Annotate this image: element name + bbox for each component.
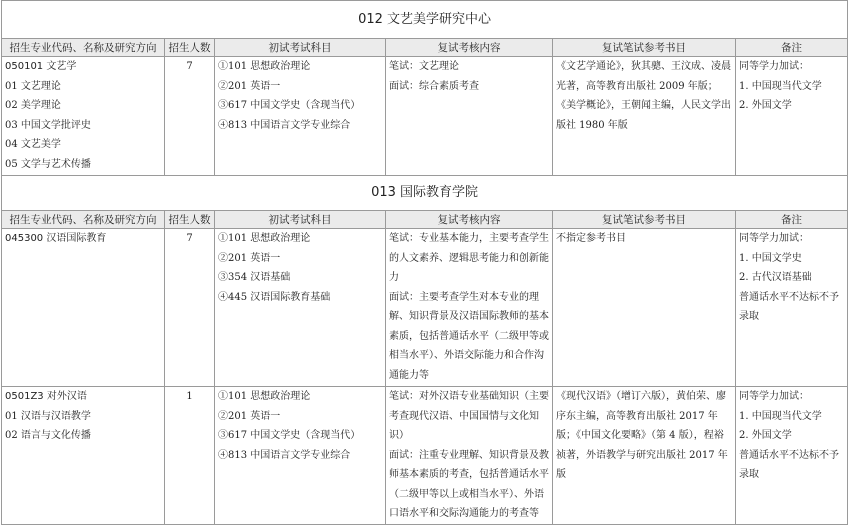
header-row — [2, 39, 848, 57]
research-direction: 01 汉语与汉语教学 — [5, 410, 91, 422]
exam-subjects-cell — [215, 229, 386, 387]
retest-content-cell — [386, 229, 553, 387]
header-notes: 备注 — [736, 39, 848, 57]
header-count: 招生人数 — [165, 39, 215, 57]
notes-cell — [736, 387, 848, 525]
research-direction: 01 文艺理论 — [5, 80, 61, 92]
exam-subject: ③617 中国文学史（含现当代） — [218, 430, 361, 441]
enrollment-count: 1 — [165, 387, 215, 525]
retest-item: 笔试：专业基本能力，主要考查学生的人文素养、逻辑思考能力和创新能力 — [389, 233, 549, 283]
header-books: 复试笔试参考书目 — [553, 39, 736, 57]
note-line: 1. 中国现当代文学 — [739, 80, 822, 92]
program-cell — [2, 387, 165, 525]
retest-content-cell — [386, 387, 553, 525]
enrollment-count: 7 — [165, 57, 215, 176]
exam-subjects-cell — [215, 387, 386, 525]
note-line: 同等学力加试： — [739, 61, 809, 72]
header-books: 复试笔试参考书目 — [553, 211, 736, 229]
header-exams: 初试考试科目 — [215, 211, 386, 229]
exam-subject: ②201 英语一 — [218, 410, 281, 422]
retest-item: 笔试：对外汉语专业基础知识（主要考查现代汉语、中国国情与文化知识） — [389, 391, 549, 441]
program-code-name: 050101 文艺学 — [5, 61, 77, 72]
exam-subject: ②201 英语一 — [218, 252, 281, 264]
program-cell — [2, 57, 165, 176]
exam-subject: ①101 思想政治理论 — [218, 391, 311, 402]
reference-books-cell — [553, 229, 736, 387]
retest-item: 面试：综合素质考查 — [389, 80, 479, 92]
exam-subjects-cell — [215, 57, 386, 176]
reference-books-cell — [553, 57, 736, 176]
exam-subject: ①101 思想政治理论 — [218, 233, 311, 244]
research-direction: 03 中国文学批评史 — [5, 119, 91, 131]
program-cell — [2, 229, 165, 387]
notes-cell — [736, 57, 848, 176]
note-line: 2. 古代汉语基础 — [739, 272, 812, 283]
table-row — [2, 387, 848, 525]
retest-item: 面试：注重专业理解、知识背景及教师基本素质的考查，包括普通话水平（二级甲等以上或相当水平）、外语口语水平和交际沟通能力的考查等 — [389, 449, 549, 519]
section-title: 013 国际教育学院 — [2, 176, 848, 211]
program-code-name: 045300 汉语国际教育 — [5, 233, 107, 244]
research-direction: 02 美学理论 — [5, 100, 61, 111]
header-row — [2, 211, 848, 229]
reference-books: 不指定参考书目 — [556, 233, 626, 244]
exam-subject: ①101 思想政治理论 — [218, 61, 311, 72]
exam-subject: ④445 汉语国际教育基础 — [218, 291, 331, 303]
table-row — [2, 57, 848, 176]
note-line: 2. 外国文学 — [739, 100, 792, 111]
exam-subject: ③354 汉语基础 — [218, 272, 291, 283]
section-title: 012 文艺美学研究中心 — [2, 1, 848, 39]
research-direction: 05 文学与艺术传播 — [5, 158, 91, 170]
research-direction: 04 文艺美学 — [5, 139, 61, 150]
section-title-row — [2, 176, 848, 211]
note-line: 普通话水平不达标不予录取 — [739, 449, 839, 480]
retest-content-cell — [386, 57, 553, 176]
exam-subject: ④813 中国语言文学专业综合 — [218, 449, 351, 461]
note-line: 1. 中国现当代文学 — [739, 410, 822, 422]
header-count: 招生人数 — [165, 211, 215, 229]
exam-subject: ④813 中国语言文学专业综合 — [218, 119, 351, 131]
header-retest: 复试考核内容 — [386, 211, 553, 229]
header-exams: 初试考试科目 — [215, 39, 386, 57]
section-title-row — [2, 1, 848, 39]
research-direction: 02 语言与文化传播 — [5, 430, 91, 441]
retest-item: 面试：主要考查学生对本专业的理解、知识背景及汉语国际教师的基本素质，包括普通话水平（二级甲等或相当水平）、外语交际能力和合作沟通能力等 — [389, 291, 549, 381]
retest-item: 笔试：文艺理论 — [389, 61, 459, 72]
exam-subject: ③617 中国文学史（含现当代） — [218, 100, 361, 111]
table-row — [2, 229, 848, 387]
header-program: 招生专业代码、名称及研究方向 — [2, 39, 165, 57]
header-notes: 备注 — [736, 211, 848, 229]
header-program: 招生专业代码、名称及研究方向 — [2, 211, 165, 229]
note-line: 2. 外国文学 — [739, 430, 792, 441]
exam-subject: ②201 英语一 — [218, 80, 281, 92]
note-line: 1. 中国文学史 — [739, 252, 802, 264]
admissions-table — [1, 0, 848, 525]
reference-books-cell — [553, 387, 736, 525]
reference-books: 《文艺学通论》，狄其骢、王汶成、凌晨光著，高等教育出版社 2009 年版；《美学概论》，王朝闻主编，人民文学出版社 1980 年版 — [556, 61, 731, 131]
notes-cell — [736, 229, 848, 387]
note-line: 普通话水平不达标不予录取 — [739, 291, 839, 322]
enrollment-count: 7 — [165, 229, 215, 387]
note-line: 同等学力加试： — [739, 391, 809, 402]
header-retest: 复试考核内容 — [386, 39, 553, 57]
note-line: 同等学力加试： — [739, 233, 809, 244]
reference-books: 《现代汉语》（增订六版），黄伯荣、廖序东主编，高等教育出版社 2017 年版；《中国文化要略》（第 4 版），程裕祯著，外语教学与研究出版社 2017 年版 — [556, 391, 728, 480]
program-code-name: 0501Z3 对外汉语 — [5, 391, 87, 402]
